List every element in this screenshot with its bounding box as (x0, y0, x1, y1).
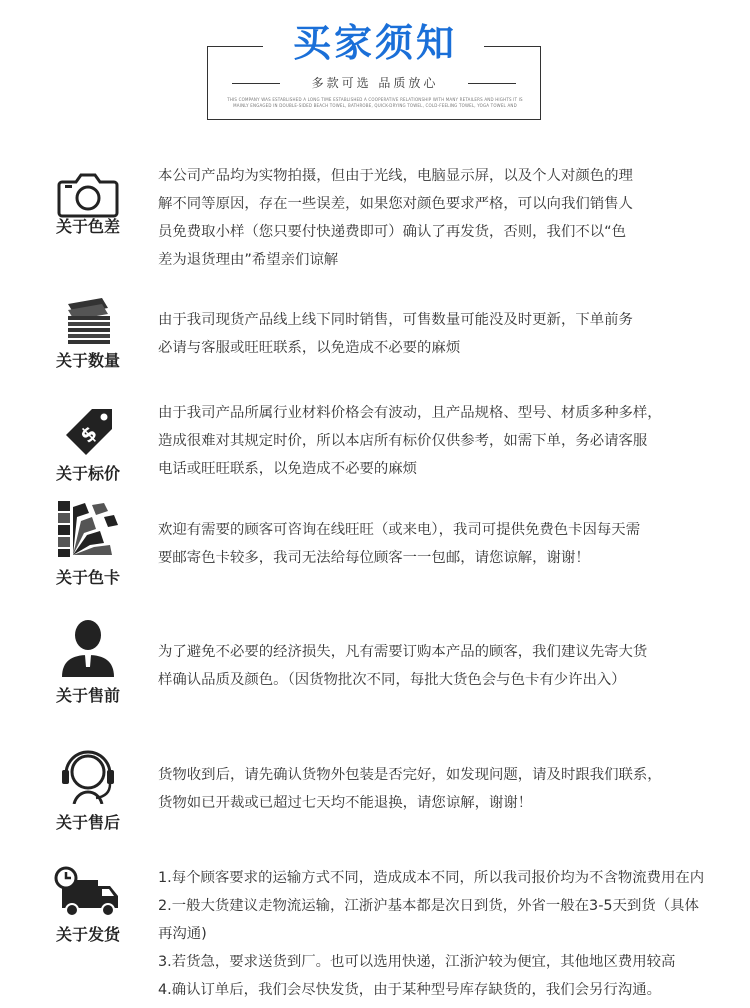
headset-icon (52, 744, 124, 804)
delivery-truck-icon (52, 864, 124, 924)
text-line: 2.一般大货建议走物流运输，江浙沪基本都是次日到货，外省一般在3-5天到货（具体 (158, 898, 699, 914)
text-line: 再沟通) (158, 926, 207, 942)
text-line: 要邮寄色卡较多，我司无法给每位顾客一一包邮，请您谅解，谢谢！ (158, 550, 590, 566)
header-frame-top-right (484, 46, 541, 47)
text-line: 造成很难对其规定时价，所以本店所有标价仅供参考，如需下单，务必请客服 (158, 433, 648, 449)
person-icon (52, 617, 124, 677)
subtitle-rule-left (232, 83, 280, 84)
text-line: 由于我司产品所属行业材料价格会有波动，且产品规格、型号、材质多种多样， (158, 405, 662, 421)
section-label: 关于售后 (55, 813, 120, 832)
svg-text:$: $ (74, 420, 102, 448)
text-line: 4.确认订单后，我们会尽快发货，由于某种型号库存缺货的，我们会另行沟通。 (158, 982, 662, 998)
section-label: 关于发货 (55, 925, 120, 944)
text-line: 货物收到后，请先确认货物外包装是否完好，如发现问题，请及时跟我们联系， (158, 767, 662, 783)
text-line: 3.若货急，要求送货到厂。也可以选用快递，江浙沪较为便宜，其他地区费用较高 (158, 954, 676, 970)
subtitle-rule-right (468, 83, 516, 84)
text-line: 由于我司现货产品线上线下同时销售，可售数量可能没及时更新，下单前务 (158, 312, 633, 328)
paper-stack-icon (52, 296, 124, 356)
section-text (158, 638, 738, 694)
page-subtitle: 多款可选 品质放心 (311, 76, 439, 90)
text-line: 欢迎有需要的顾客可咨询在线旺旺（或来电），我司可提供免费色卡因每天需 (158, 522, 641, 538)
text-line: 本公司产品均为实物拍摄，但由于光线，电脑显示屏，以及个人对颜色的理 (158, 168, 633, 184)
section-text (158, 761, 738, 817)
text-line: 必请与客服或旺旺联系，以免造成不必要的麻烦 (158, 340, 461, 356)
section-text (158, 306, 738, 362)
header-frame-top-left (207, 46, 263, 47)
section-label: 关于色卡 (55, 568, 120, 587)
section-label: 关于数量 (55, 351, 120, 370)
text-line: 样确认品质及颜色。（因货物批次不同，每批大货色会与色卡有少许出入） (158, 672, 626, 688)
section-label: 关于售前 (55, 686, 120, 705)
section-label: 关于色差 (55, 217, 120, 236)
text-line: 电话或旺旺联系，以免造成不必要的麻烦 (158, 461, 418, 477)
section-text (158, 864, 738, 1004)
text-line: 员免费取小样（您只要付快递费即可）确认了再发货，否则，我们不以“色 (158, 224, 626, 240)
text-line: 1.每个顾客要求的运输方式不同，造成成本不同，所以我司报价均为不含物流费用在内 (158, 870, 705, 886)
section-label: 关于标价 (55, 464, 120, 483)
text-line: 差为退货理由”希望亲们谅解 (158, 252, 339, 268)
section-text (158, 516, 738, 572)
header-fine-print: THIS COMPANY WAS ESTABLISHED A LONG TIME ESTABLISHED A COOPERATIVE RELATIONSHIP WITH MANY RETAILERS AND HIGHTS IT IS MAINLY ENGAGED IN DOUBLE-SIDED BEACH TOWEL, BATHROBE, QUICK-DRYING TOWEL, COLD-FEELING TOWEL, YOGA TOWEL AND (227, 97, 523, 108)
section-text (158, 399, 738, 483)
section-text (158, 162, 738, 274)
text-line: 解不同等原因，存在一些误差，如果您对颜色要求严格，可以向我们销售人 (158, 196, 633, 212)
color-swatch-icon (52, 499, 124, 559)
text-line: 为了避免不必要的经济损失，凡有需要订购本产品的顾客，我们建议先寄大货 (158, 644, 648, 660)
price-tag-icon (52, 401, 124, 461)
text-line: 货物如已开裁或已超过七天均不能退换，请您谅解，谢谢！ (158, 795, 533, 811)
page-title: 买家须知 (292, 21, 457, 65)
